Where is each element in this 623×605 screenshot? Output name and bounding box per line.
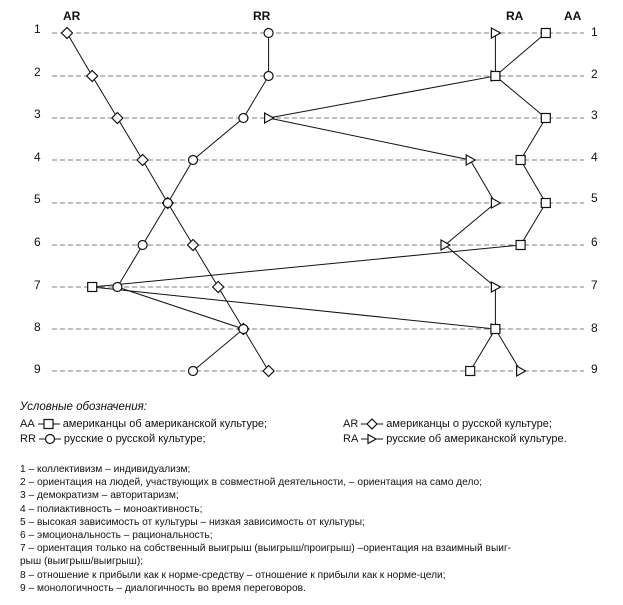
diamond-marker: [62, 28, 73, 39]
row-number: 5: [591, 191, 598, 205]
legend-code: RA: [343, 432, 359, 445]
legend-code: AA: [20, 417, 35, 430]
triangle-marker: [466, 155, 475, 165]
circle-marker: [239, 114, 248, 123]
row-number: 6: [591, 235, 598, 249]
triangle-marker-icon: [361, 433, 383, 445]
row-number: 5: [34, 192, 41, 206]
square-marker: [516, 156, 525, 165]
row-number: 9: [34, 362, 41, 376]
row-number: 7: [34, 278, 41, 292]
circle-marker: [264, 72, 273, 81]
note-item: 3 – демократизм – авторитаризм;: [20, 490, 179, 502]
square-marker: [516, 241, 525, 250]
row-number: 4: [34, 150, 41, 164]
diamond-marker: [137, 155, 148, 166]
circle-marker: [138, 241, 147, 250]
diamond-marker: [263, 366, 274, 377]
row-number: 4: [591, 150, 598, 164]
column-label-rr: RR: [253, 9, 271, 23]
square-marker: [466, 367, 475, 376]
square-marker: [88, 283, 97, 292]
square-marker: [541, 199, 550, 208]
note-item: рыш (выигрыш/выигрыш);: [20, 556, 144, 568]
circle-marker: [189, 367, 198, 376]
series-line-aa: [92, 33, 546, 371]
row-number: 1: [34, 22, 41, 36]
row-number: 9: [591, 362, 598, 376]
series-line-ra: [269, 33, 521, 371]
row-number: 3: [34, 107, 41, 121]
row-number: 7: [591, 278, 598, 292]
note-item: 2 – ориентация на людей, участвующих в совместной деятельности, – ориентация на само дело;: [20, 477, 483, 489]
row-number: 2: [34, 65, 41, 79]
circle-marker: [264, 29, 273, 38]
note-item: 5 – высокая зависимость от культуры – низкая зависимость от культуры;: [20, 516, 365, 528]
legend-text: американцы о русской культуре;: [386, 417, 552, 430]
note-item: 8 – отношение к прибыли как к норме-средству – отношение к прибыли как к норме-цели;: [20, 569, 446, 581]
circle-marker: [189, 156, 198, 165]
diamond-marker-icon: [361, 418, 383, 430]
triangle-marker: [265, 113, 274, 123]
note-item: 7 – ориентация только на собственный выигрыш (выигрыш/проигрыш) –ориентация на взаимный выиг-: [20, 543, 512, 555]
square-marker: [491, 325, 500, 334]
square-marker: [541, 114, 550, 123]
series-line-rr: [117, 33, 268, 371]
column-label-aa: AA: [564, 9, 582, 23]
column-label-ar: AR: [63, 9, 81, 23]
legend: [20, 400, 620, 447]
legend-code: RR: [20, 432, 36, 445]
diamond-marker: [213, 282, 224, 293]
legend-item-ra: [343, 432, 567, 447]
circle-marker: [163, 199, 172, 208]
legend-item-rr: [20, 432, 206, 447]
diamond-marker: [87, 71, 98, 82]
legend-title: Условные обозначения:: [20, 401, 147, 413]
note-item: 6 – эмоциональность – рациональность;: [20, 530, 213, 542]
column-label-ra: RA: [506, 9, 524, 23]
legend-item-ar: [343, 417, 552, 432]
diamond-marker: [188, 240, 199, 251]
row-number: 8: [34, 320, 41, 334]
note-item: 4 – полиактивность – моноактивность;: [20, 503, 203, 515]
square-marker: [541, 29, 550, 38]
triangle-marker: [491, 198, 500, 208]
row-number: 8: [591, 321, 598, 335]
legend-text: русские об американской культуре.: [386, 432, 567, 445]
note-item: 9 – монологичность – диалогичность во время переговоров.: [20, 582, 306, 594]
notes-list: [20, 463, 620, 595]
circle-marker-icon: [39, 433, 61, 445]
square-marker: [491, 72, 500, 81]
row-number: 3: [591, 108, 598, 122]
triangle-marker: [517, 366, 526, 376]
legend-code: AR: [343, 417, 359, 430]
row-number: 1: [591, 25, 598, 39]
legend-text: русские о русской культуре;: [63, 432, 206, 445]
circle-marker: [113, 283, 122, 292]
legend-text: американцы об американской культуре;: [62, 417, 268, 430]
square-marker-icon: [38, 418, 60, 430]
diamond-marker: [112, 113, 123, 124]
note-item: 1 – коллективизм – индивидуализм;: [20, 464, 191, 475]
circle-marker: [239, 325, 248, 334]
row-number: 2: [591, 67, 598, 81]
row-number: 6: [34, 235, 41, 249]
legend-item-aa: [20, 417, 267, 432]
